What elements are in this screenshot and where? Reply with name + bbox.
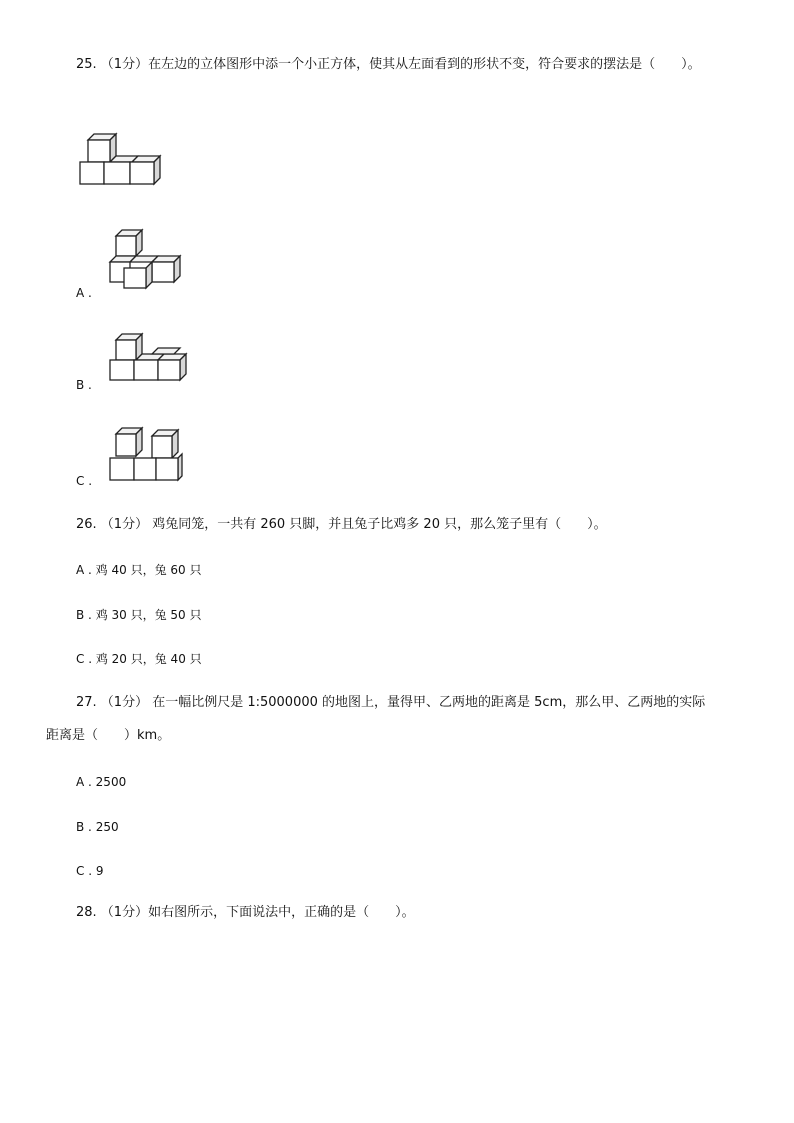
q26-option-b-label: B . <box>76 608 92 622</box>
option-b-figure <box>108 330 190 386</box>
q27-option-b-text: 250 <box>95 820 119 834</box>
q27-option-b-label: B . <box>76 820 92 834</box>
q27-option-a <box>76 773 126 791</box>
q26-option-b <box>76 606 202 624</box>
option-c-figure <box>108 424 190 484</box>
option-a-figure <box>108 226 190 292</box>
q26-option-c-text: 鸡 20 只，兔 40 只 <box>95 652 202 666</box>
q25-option-a-label: A . <box>76 286 92 300</box>
q26-text: 26. （1分） 鸡兔同笼，一共有 260 只脚，并且兔子比鸡多 20 只，那么笼子里有（ ）。 <box>76 517 607 532</box>
q27-option-c <box>76 862 103 880</box>
q26-option-b-text: 鸡 30 只，兔 50 只 <box>95 608 202 622</box>
q25-option-b <box>76 376 92 394</box>
original-cube-figure <box>78 132 168 196</box>
q27-option-c-label: C . <box>76 864 93 878</box>
q28-text: 28. （1分）如右图所示，下面说法中，正确的是（ ）。 <box>76 905 415 920</box>
q27-text-line1: 27. （1分） 在一幅比例尺是 1:5000000 的地图上，量得甲、乙两地的距离是 5cm，那么甲、乙两地的实际 <box>76 695 706 710</box>
q26-option-a-label: A . <box>76 563 92 577</box>
q27-option-a-label: A . <box>76 775 92 789</box>
q25-option-b-label: B . <box>76 378 92 392</box>
q25-text: 25. （1分）在左边的立体图形中添一个小正方体，使其从左面看到的形状不变，符合要求的摆法是（ ）。 <box>76 57 701 72</box>
q26-option-c <box>76 650 202 668</box>
q25-option-a <box>76 284 92 302</box>
q27-option-a-text: 2500 <box>95 775 127 789</box>
q26-option-a <box>76 561 201 579</box>
q25-option-c <box>76 472 92 490</box>
q25-option-c-label: C . <box>76 474 93 488</box>
q27-option-b <box>76 818 119 836</box>
q27-option-c-text: 9 <box>95 864 104 878</box>
q26-option-a-text: 鸡 40 只，兔 60 只 <box>95 563 202 577</box>
q27-text-line2: 距离是（ ）km。 <box>46 728 171 743</box>
q26-option-c-label: C . <box>76 652 93 666</box>
